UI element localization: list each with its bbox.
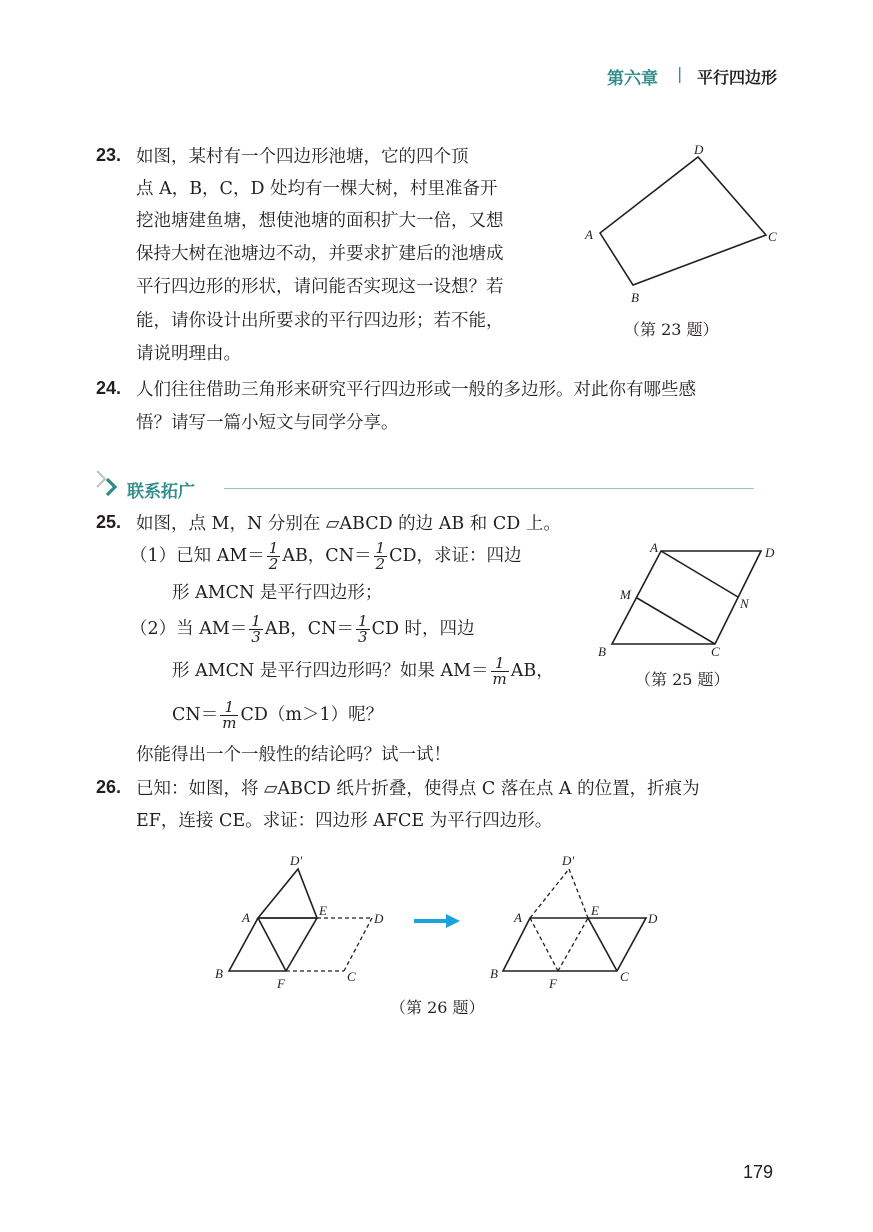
parallelogram-abcd (612, 551, 761, 644)
question-intro: 如图，点 M，N 分别在 ▱ABCD 的边 AB 和 CD 上。 (136, 514, 561, 534)
vertex-label-a: A (585, 227, 593, 242)
question-text-line: 请说明理由。 (136, 344, 241, 364)
question-text-line: 保持大树在池塘边不动，并要求扩建后的池塘成 (136, 244, 504, 264)
vertex-label-d: D (648, 911, 658, 926)
question-text-line: 能，请你设计出所要求的平行四边形；若不能， (136, 311, 504, 331)
question-number: 26. (96, 777, 122, 797)
question-text-line: 人们往往借助三角形来研究平行四边形或一般的多边形。对此你有哪些感 (136, 380, 696, 400)
question-closing: 你能得出一个一般性的结论吗？试一试！ (136, 745, 451, 765)
chapter-title: 平行四边形 (697, 68, 778, 87)
question-text-line: 如图，某村有一个四边形池塘，它的四个顶 (136, 147, 469, 167)
figure-caption: （第 25 题） (635, 670, 730, 689)
question-number: 23. (96, 145, 122, 165)
segment-mc (637, 598, 715, 644)
part-1-line-1: （1）已知 AM＝ $\frac{1}{2}$ AB，CN＝ $\frac{1}{2}$ CD，求证：四边 (130, 539, 522, 573)
vertex-label-a: A (242, 910, 250, 925)
figure-26-folding (200, 845, 680, 995)
point-label-f: F (277, 976, 285, 991)
unfolded-figure (490, 853, 658, 991)
question-text-line: 平行四边形的形状，请问能否实现这一设想？若 (136, 277, 504, 297)
figure-caption: （第 23 题） (624, 320, 719, 339)
vertex-label-d: D (694, 142, 704, 157)
segment-an (661, 551, 738, 597)
question-number: 25. (96, 512, 122, 532)
header-separator: | (677, 64, 683, 83)
section-rule (224, 488, 754, 489)
question-text-line: 点 A，B，C，D 处均有一棵大树，村里准备开 (136, 179, 498, 199)
vertex-label-c: C (768, 229, 777, 244)
vertex-label-c: C (711, 644, 720, 659)
vertex-label-a: A (650, 540, 658, 555)
arrow-right-icon (414, 914, 460, 928)
vertex-label-b: B (215, 966, 223, 981)
chapter-label: 第六章 (607, 69, 658, 89)
point-label-d-prime: D′ (562, 853, 575, 868)
point-label-e: E (319, 903, 327, 918)
point-label-f: F (549, 976, 557, 991)
question-text-line: 挖池塘建鱼塘，想使池塘的面积扩大一倍，又想 (136, 211, 504, 231)
vertex-label-b: B (598, 644, 606, 659)
folded-figure (215, 853, 384, 991)
figure-23-quadrilateral (580, 140, 780, 310)
figure-caption: （第 26 题） (390, 998, 485, 1017)
vertex-label-d: D (765, 545, 775, 560)
quadrilateral-abcd (600, 157, 766, 285)
question-text-line: 已知：如图，将 ▱ABCD 纸片折叠，使得点 C 落在点 A 的位置，折痕为 (136, 779, 700, 799)
page-number: 179 (743, 1162, 774, 1182)
point-label-d-prime: D′ (290, 853, 303, 868)
vertex-label-c: C (347, 969, 356, 984)
question-text-line: 悟？请写一篇小短文与同学分享。 (136, 413, 399, 433)
question-text-line: EF，连接 CE。求证：四边形 AFCE 为平行四边形。 (136, 811, 553, 831)
question-number: 24. (96, 378, 122, 398)
section-title: 联系拓广 (127, 482, 195, 502)
part-2-line-3: CN＝ $\frac{1}{m}$ CD（m＞1）呢？ (172, 698, 384, 732)
vertex-label-c: C (620, 969, 629, 984)
figure-25-parallelogram (590, 535, 790, 665)
chevron-right-icon (93, 468, 123, 498)
part-2-line-2: 形 AMCN 是平行四边形吗？如果 AM＝ $\frac{1}{m}$ AB， (172, 654, 554, 688)
point-label-n: N (740, 596, 749, 611)
part-1-line-2: 形 AMCN 是平行四边形； (172, 583, 383, 603)
vertex-label-b: B (631, 290, 639, 305)
vertex-label-d: D (374, 911, 384, 926)
vertex-label-a: A (514, 910, 522, 925)
part-2-line-1: （2）当 AM＝ $\frac{1}{3}$ AB，CN＝ $\frac{1}{3}$ CD 时，四边 (130, 612, 475, 646)
vertex-label-b: B (490, 966, 498, 981)
point-label-m: M (620, 587, 631, 602)
point-label-e: E (591, 903, 599, 918)
